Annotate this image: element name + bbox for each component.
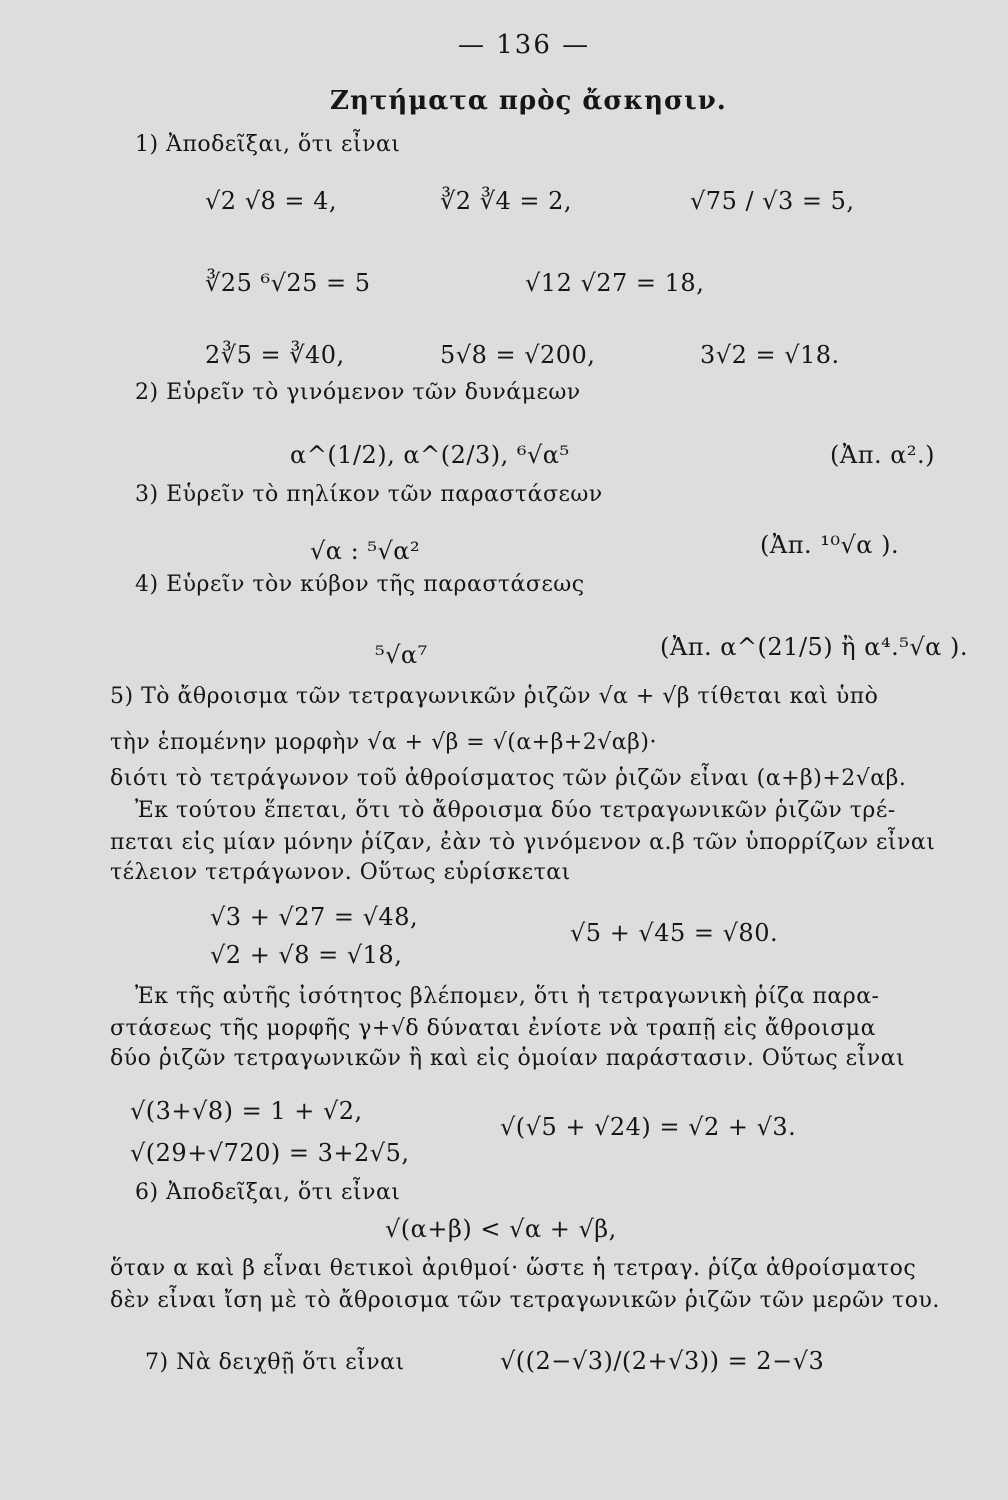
exercise-1-equation: 5√8 = √200, [440, 341, 596, 369]
exercise-5-text: 5) Τὸ ἄθροισμα τῶν τετραγωνικῶν ῥιζῶν √α + √β τίθεται καὶ ὑπὸ [110, 684, 879, 709]
exercise-3-intro: 3) Εὑρεῖν τὸ πηλίκον τῶν παραστάσεων [135, 482, 603, 507]
exercise-6-expression: √(α+β) < √α + √β, [385, 1215, 617, 1243]
exercise-5-text: Ἐκ τούτου ἕπεται, ὅτι τὸ ἄθροισμα δύο τετραγωνικῶν ῥιζῶν τρέ- [135, 798, 896, 823]
exercise-5-text: δύο ῥιζῶν τετραγωνικῶν ἢ καὶ εἰς ὁμοίαν παράστασιν. Οὕτως εἶναι [110, 1046, 906, 1071]
exercise-5-text: διότι τὸ τετράγωνον τοῦ ἀθροίσματος τῶν ῥιζῶν εἶναι (α+β)+2√αβ. [110, 766, 907, 791]
exercise-5-text: στάσεως τῆς μορφῆς γ+√δ δύναται ἐνίοτε νὰ τραπῇ εἰς ἄθροισμα [110, 1016, 876, 1041]
exercise-5-equation: √2 + √8 = √18, [210, 941, 403, 969]
exercise-4-expression: ⁵√α⁷ [375, 641, 428, 669]
exercise-3-answer: (Ἀπ. ¹⁰√α ). [760, 531, 900, 559]
exercise-5-text: τὴν ἑπομένην μορφὴν √α + √β = √(α+β+2√αβ)· [110, 730, 657, 755]
exercise-5-equation: √3 + √27 = √48, [210, 903, 419, 931]
exercise-1-equation: √2 √8 = 4, [205, 187, 338, 215]
exercise-7-expression: √((2−√3)/(2+√3)) = 2−√3 [500, 1347, 825, 1375]
exercise-4-intro: 4) Εὑρεῖν τὸν κύβον τῆς παραστάσεως [135, 572, 585, 597]
exercise-1-equation: ∛25 ⁶√25 = 5 [205, 269, 371, 297]
exercise-1-equation: ∛2 ∛4 = 2, [440, 187, 573, 215]
exercise-1-equation: 2∛5 = ∛40, [205, 341, 345, 369]
exercise-1-equation: 3√2 = √18. [700, 341, 840, 369]
exercise-5-equation: √(√5 + √24) = √2 + √3. [500, 1113, 797, 1141]
exercise-2-expression: α^(1/2), α^(2/3), ⁶√α⁵ [290, 441, 570, 469]
section-heading: Ζητήματα πρὸς ἄσκησιν. [330, 86, 727, 116]
exercise-3-expression: √α : ⁵√α² [310, 537, 421, 565]
exercise-5-text: Ἐκ τῆς αὐτῆς ἰσότητος βλέπομεν, ὅτι ἡ τετραγωνικὴ ῥίζα παρα- [135, 984, 880, 1009]
exercise-2-intro: 2) Εὑρεῖν τὸ γινόμενον τῶν δυνάμεων [135, 380, 581, 405]
exercise-1-intro: 1) Ἀποδεῖξαι, ὅτι εἶναι [135, 132, 401, 157]
exercise-6-intro: 6) Ἀποδεῖξαι, ὅτι εἶναι [135, 1180, 401, 1205]
exercise-5-equation: √5 + √45 = √80. [570, 919, 779, 947]
exercise-5-equation: √(29+√720) = 3+2√5, [130, 1139, 410, 1167]
exercise-5-text: τέλειον τετράγωνον. Οὕτως εὑρίσκεται [110, 860, 571, 885]
exercise-6-text: δὲν εἶναι ἴση μὲ τὸ ἄθροισμα τῶν τετραγωνικῶν ῥιζῶν τῶν μερῶν του. [110, 1288, 940, 1313]
exercise-1-equation: √12 √27 = 18, [525, 269, 705, 297]
exercise-4-answer: (Ἀπ. α^(21/5) ἢ α⁴.⁵√α ). [660, 633, 968, 661]
exercise-6-text: ὅταν α καὶ β εἶναι θετικοὶ ἀριθμοί· ὥστε ἡ τετραγ. ῥίζα ἀθροίσματος [110, 1256, 917, 1281]
exercise-2-answer: (Ἀπ. α².) [830, 441, 936, 469]
exercise-7-intro: 7) Νὰ δειχθῇ ὅτι εἶναι [145, 1350, 405, 1375]
page-number: — 136 — [458, 30, 591, 60]
exercise-5-equation: √(3+√8) = 1 + √2, [130, 1097, 363, 1125]
exercise-5-text: πεται εἰς μίαν μόνην ῥίζαν, ἐὰν τὸ γινόμενον α.β τῶν ὑπορρίζων εἶναι [110, 830, 936, 855]
exercise-1-equation: √75 / √3 = 5, [690, 187, 855, 215]
